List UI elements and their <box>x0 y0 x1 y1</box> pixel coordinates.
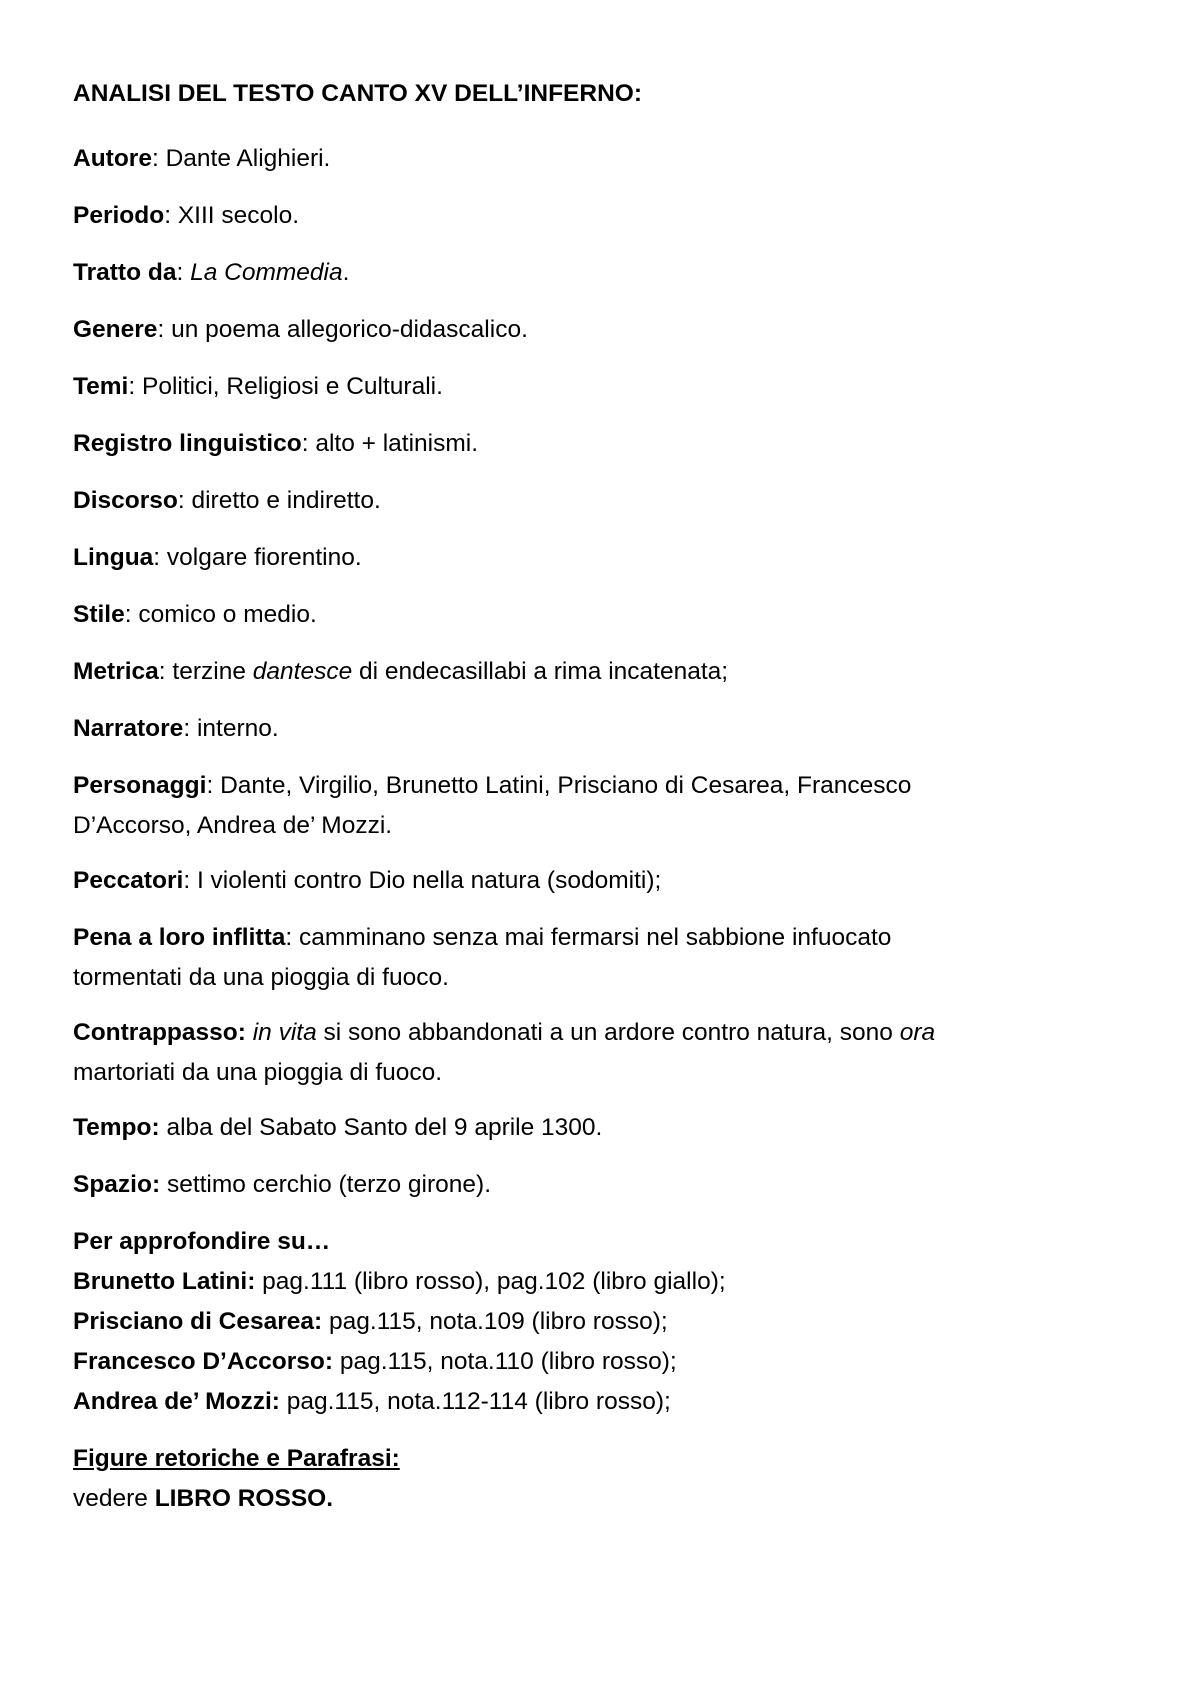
field-peccatori: Peccatori: I violenti contro Dio nella natura (sodomiti); <box>73 867 662 894</box>
field-value: I violenti contro Dio nella natura (sodomiti); <box>196 867 662 894</box>
field-spazio <box>73 1165 1060 1205</box>
field-label: Narratore <box>73 715 184 742</box>
field-value: alba del Sabato Santo del 9 aprile 1300. <box>166 1114 603 1141</box>
field-value: volgare fiorentino. <box>166 544 362 571</box>
field-label: Genere <box>73 316 158 343</box>
field-value: XIII secolo. <box>177 202 300 229</box>
field-label: Registro linguistico <box>73 430 302 457</box>
figure-heading: Figure retoriche e Parafrasi: <box>73 1445 400 1472</box>
figure-text: vedere LIBRO ROSSO. <box>73 1485 334 1512</box>
field-value: diretto e indiretto. <box>191 487 381 514</box>
field-value-italic: dantesce <box>252 658 353 685</box>
field-label: Tempo: <box>73 1114 160 1141</box>
approfondire-item: Andrea de’ Mozzi: pag.115, nota.112-114 (libro rosso); <box>73 1388 671 1415</box>
field-contrappasso: Contrappasso: in vita si sono abbandonati a un ardore contro natura, sono ora martoriati da una pioggia di fuoco. <box>73 1019 936 1086</box>
field-value: un poema allegorico-didascalico. <box>171 316 528 343</box>
field-label: Contrappasso: <box>73 1019 246 1046</box>
field-label: Stile <box>73 601 125 628</box>
field-value: camminano senza mai fermarsi nel sabbione infuocato <box>299 924 892 951</box>
field-value-italic: in vita <box>252 1019 317 1046</box>
field-discorso: Discorso: diretto e indiretto. <box>73 487 381 514</box>
field-value: interno. <box>196 715 279 742</box>
field-lingua: Lingua: volgare fiorentino. <box>73 544 362 571</box>
field-registro: Registro linguistico: alto + latinismi. <box>73 430 479 457</box>
field-value: comico o medio. <box>138 601 317 628</box>
field-metrica: Metrica: terzine dantesce di endecasillabi a rima incatenata; <box>73 658 729 685</box>
field-value-continued: tormentati da una pioggia di fuoco. <box>73 964 449 991</box>
field-label: Lingua <box>73 544 154 571</box>
approfondire-item: Brunetto Latini: pag.111 (libro rosso), pag.102 (libro giallo); <box>73 1268 726 1295</box>
field-label: Temi <box>73 373 129 400</box>
figure-section <box>73 1439 1060 1519</box>
field-value-continued: martoriati da una pioggia di fuoco. <box>73 1059 443 1086</box>
field-label: Discorso <box>73 487 178 514</box>
document-title: ANALISI DEL TESTO CANTO XV DELL’INFERNO: <box>73 80 642 107</box>
field-value: settimo cerchio (terzo girone). <box>166 1171 492 1198</box>
field-label: Tratto da <box>73 259 177 286</box>
field-personaggi: Personaggi: Dante, Virgilio, Brunetto Latini, Prisciano di Cesarea, Francesco D’Accorso, Andrea de’ Mozzi. <box>73 772 912 839</box>
field-label: Spazio: <box>73 1171 161 1198</box>
field-label: Personaggi <box>73 772 207 799</box>
field-value-italic: ora <box>899 1019 936 1046</box>
field-value-italic: La Commedia <box>190 259 343 286</box>
field-narratore: Narratore: interno. <box>73 715 279 742</box>
field-label: Metrica <box>73 658 159 685</box>
approfondire-item: Prisciano di Cesarea: pag.115, nota.109 (libro rosso); <box>73 1308 668 1335</box>
field-label: Periodo <box>73 202 165 229</box>
approfondire-section <box>73 1222 1060 1422</box>
field-value: alto + latinismi. <box>315 430 479 457</box>
approfondire-item: Francesco D’Accorso: pag.115, nota.110 (libro rosso); <box>73 1348 677 1375</box>
field-value: Dante, Virgilio, Brunetto Latini, Prisciano di Cesarea, Francesco <box>220 772 912 799</box>
field-value: Politici, Religiosi e Culturali. <box>142 373 443 400</box>
field-stile: Stile: comico o medio. <box>73 601 317 628</box>
field-label: Peccatori <box>73 867 184 894</box>
field-periodo: Periodo: XIII secolo. <box>73 202 300 229</box>
field-value-continued: D’Accorso, Andrea de’ Mozzi. <box>73 812 393 839</box>
field-pena: Pena a loro inflitta: camminano senza mai fermarsi nel sabbione infuocato tormentati da una pioggia di fuoco. <box>73 924 892 991</box>
field-tratto-da: Tratto da: La Commedia. <box>73 259 350 286</box>
field-label: Pena a loro inflitta <box>73 924 286 951</box>
field-label: Autore <box>73 145 152 172</box>
approfondire-heading: Per approfondire su… <box>73 1228 331 1255</box>
field-value: Dante Alighieri. <box>165 145 331 172</box>
field-tempo <box>73 1108 1060 1148</box>
field-temi: Temi: Politici, Religiosi e Culturali. <box>73 373 443 400</box>
field-autore: Autore: Dante Alighieri. <box>73 145 331 172</box>
field-genere: Genere: un poema allegorico-didascalico. <box>73 316 528 343</box>
